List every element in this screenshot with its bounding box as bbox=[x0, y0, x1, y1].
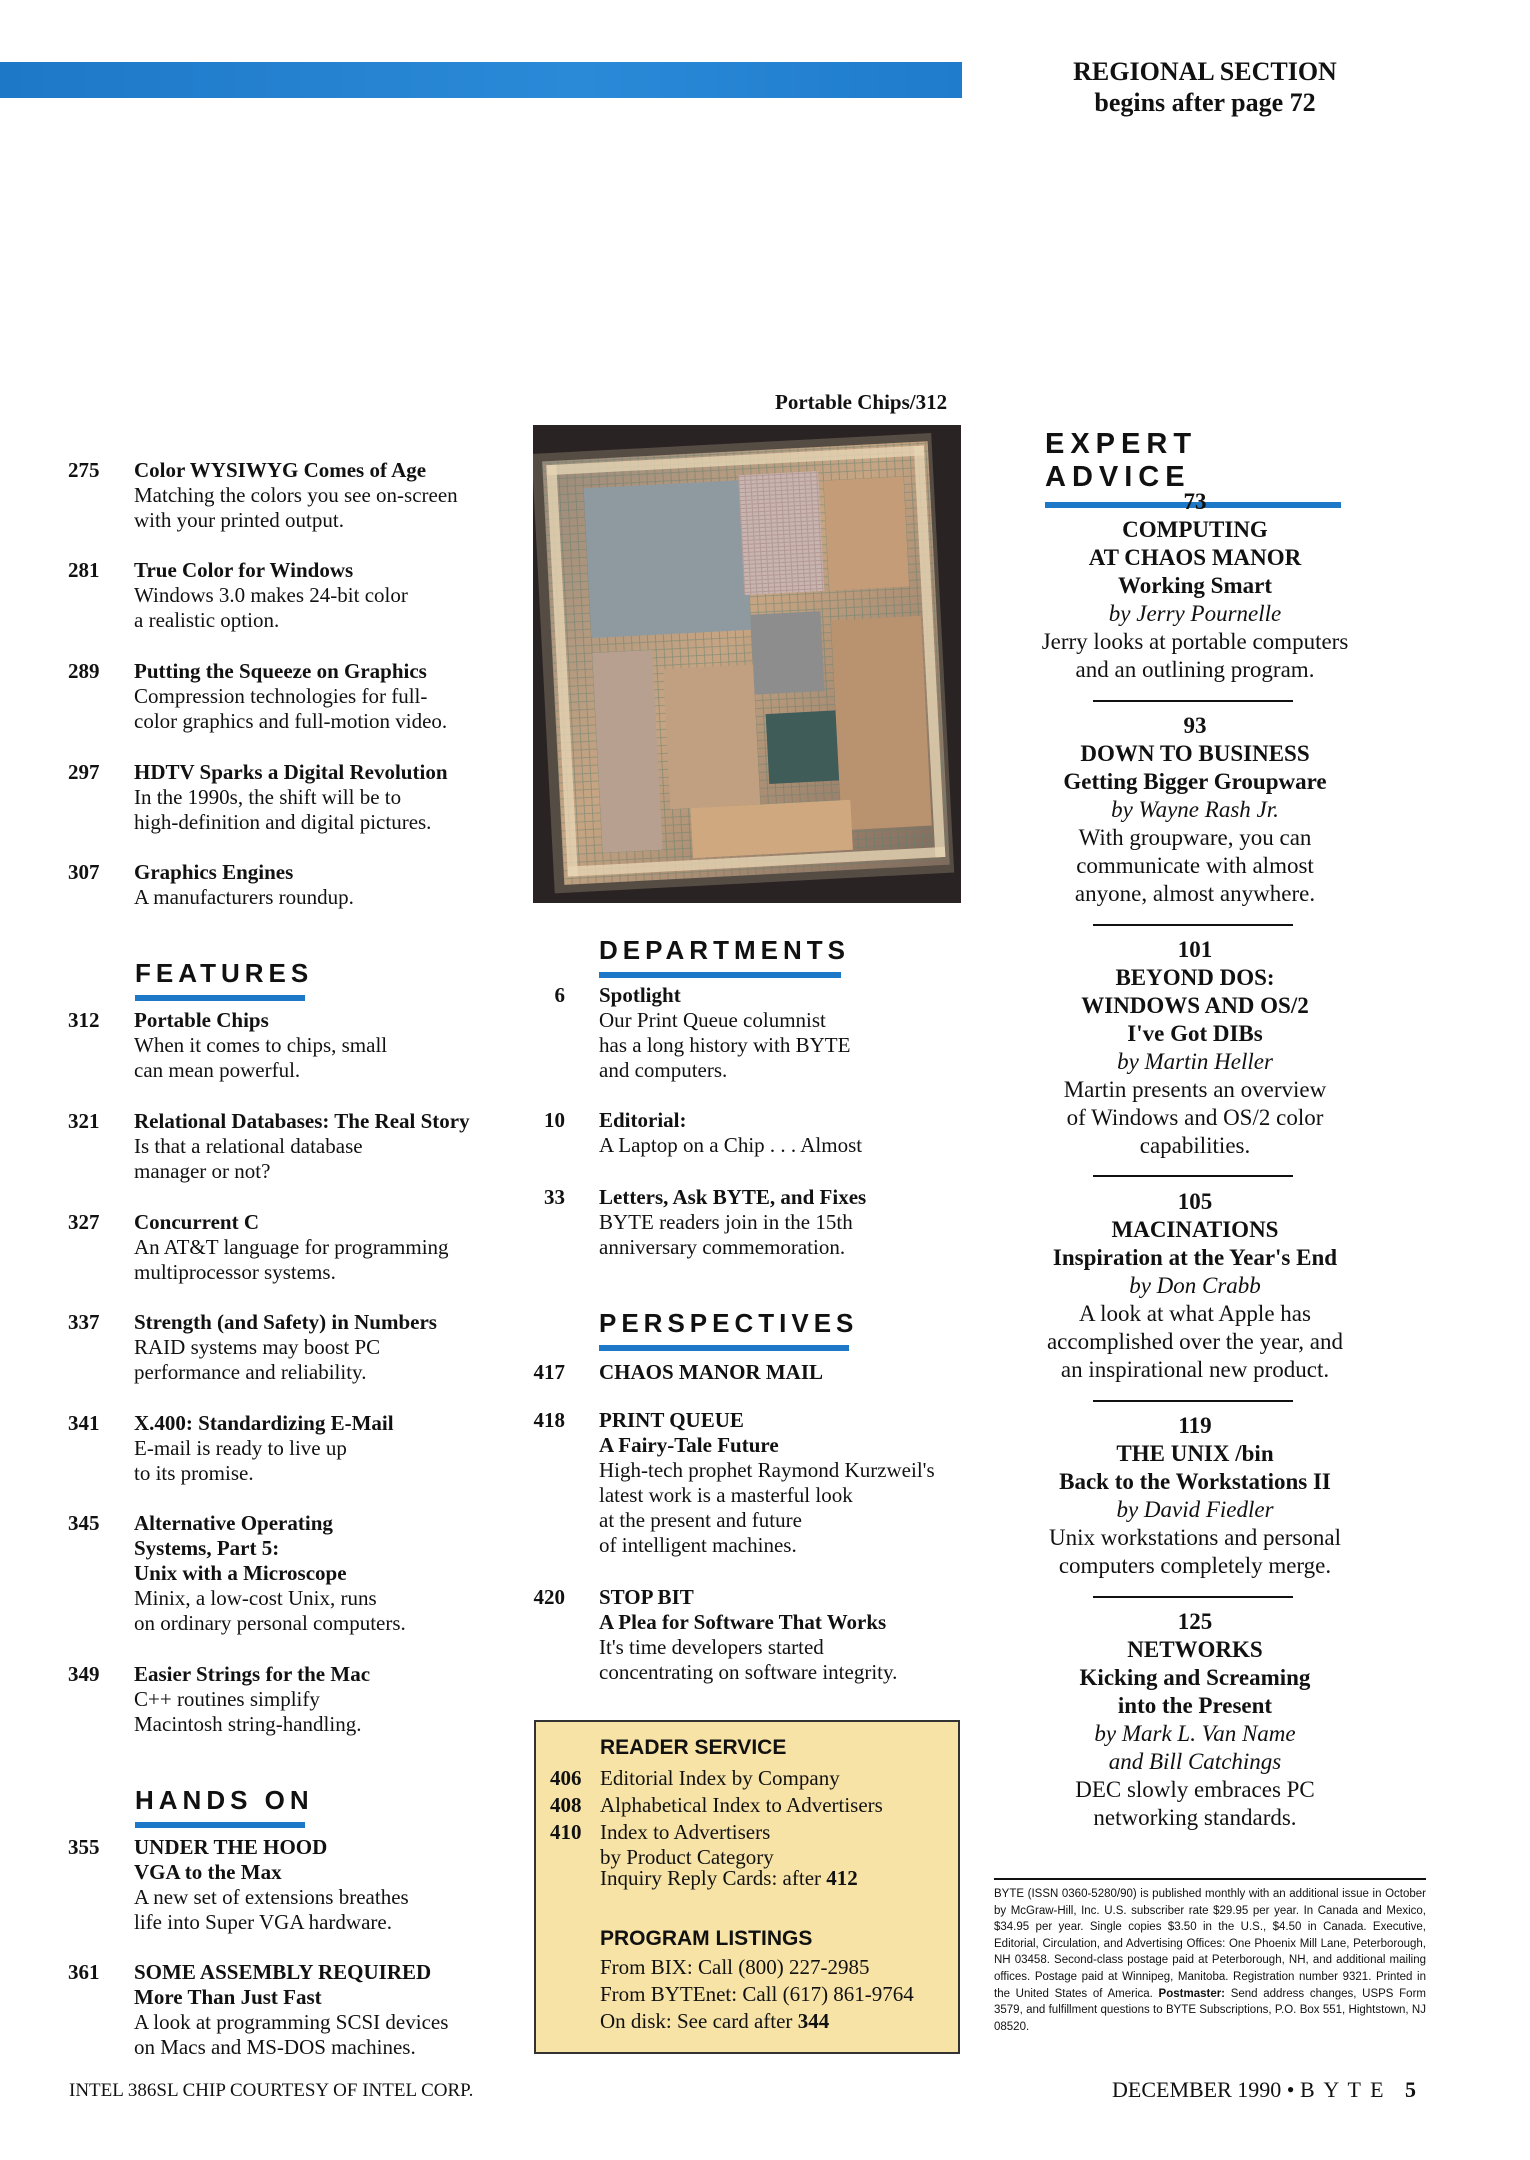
entry-description: A new set of extensions breathes bbox=[134, 1885, 409, 1909]
entry-description: performance and reliability. bbox=[134, 1360, 367, 1384]
departments-heading-rule bbox=[599, 972, 841, 978]
expert-advice-entry bbox=[1010, 1412, 1380, 1580]
expert-page-number: 101 bbox=[1177, 937, 1213, 962]
expert-column-name: MACINATIONS bbox=[1111, 1217, 1279, 1242]
expert-column-name: BEYOND DOS: bbox=[1115, 965, 1275, 990]
expert-page-number: 105 bbox=[1177, 1189, 1213, 1214]
expert-description: A look at what Apple has bbox=[1079, 1301, 1311, 1326]
entry-title: SOME ASSEMBLY REQUIRED bbox=[134, 1960, 432, 1984]
graphics-entry bbox=[68, 760, 508, 835]
entry-description: high-definition and digital pictures. bbox=[134, 810, 432, 834]
entry-title: Portable Chips bbox=[134, 1008, 269, 1032]
entry-title: Spotlight bbox=[599, 983, 681, 1007]
expert-description: of Windows and OS/2 color bbox=[1066, 1105, 1324, 1130]
inquiry-cards bbox=[600, 1866, 858, 1891]
expert-description: capabilities. bbox=[1139, 1133, 1251, 1158]
entry-description: Matching the colors you see on-screen bbox=[134, 483, 458, 507]
chip-photo bbox=[533, 425, 961, 903]
entry-title: Systems, Part 5: bbox=[134, 1536, 280, 1560]
entry-page-number: 417 bbox=[533, 1360, 565, 1384]
entry-description: concentrating on software integrity. bbox=[599, 1660, 898, 1684]
expert-advice-entry bbox=[1010, 712, 1380, 908]
inquiry-label: Inquiry Reply Cards: after bbox=[600, 1866, 827, 1890]
expert-title: Kicking and Screaming bbox=[1079, 1665, 1311, 1690]
expert-title: Back to the Workstations II bbox=[1059, 1469, 1331, 1494]
entry-title: VGA to the Max bbox=[134, 1860, 282, 1884]
expert-separator bbox=[1093, 700, 1293, 702]
feature-entry bbox=[68, 1310, 518, 1385]
chip-die-image bbox=[533, 425, 961, 903]
expert-description: networking standards. bbox=[1093, 1805, 1297, 1830]
expert-author: by Don Crabb bbox=[1129, 1273, 1261, 1298]
feature-entry bbox=[68, 1109, 518, 1184]
footer-magazine: B Y T E bbox=[1300, 2077, 1386, 2102]
expert-separator bbox=[1093, 1175, 1293, 1177]
entry-page-number: 418 bbox=[533, 1408, 565, 1432]
entry-title: A Plea for Software That Works bbox=[599, 1610, 887, 1634]
entry-description: of intelligent machines. bbox=[599, 1533, 797, 1557]
footer-bullet: • bbox=[1286, 2077, 1300, 2102]
expert-column-name: THE UNIX /bin bbox=[1116, 1441, 1274, 1466]
department-entry bbox=[515, 1185, 955, 1260]
expert-separator bbox=[1093, 1400, 1293, 1402]
entry-page-number: 33 bbox=[544, 1185, 565, 1209]
chip-photo-caption: Portable Chips/312 bbox=[775, 390, 948, 414]
expert-description: Martin presents an overview bbox=[1063, 1077, 1327, 1102]
expert-author: by Martin Heller bbox=[1117, 1049, 1273, 1074]
expert-description: DEC slowly embraces PC bbox=[1075, 1777, 1315, 1802]
expert-title: I've Got DIBs bbox=[1127, 1021, 1263, 1046]
program-listings-heading: PROGRAM LISTINGS bbox=[600, 1927, 813, 1950]
expert-description: an inspirational new product. bbox=[1060, 1357, 1330, 1382]
entry-title: STOP BIT bbox=[599, 1585, 694, 1609]
expert-description: communicate with almost bbox=[1076, 853, 1314, 878]
expert-author: by David Fiedler bbox=[1116, 1497, 1274, 1522]
expert-title: Working Smart bbox=[1118, 573, 1272, 598]
expert-page-number: 73 bbox=[1183, 489, 1207, 514]
perspective-entry bbox=[515, 1408, 955, 1558]
reader-service-text: Alphabetical Index to Advertisers bbox=[600, 1793, 883, 1817]
entry-description: In the 1990s, the shift will be to bbox=[134, 785, 402, 809]
entry-title: Strength (and Safety) in Numbers bbox=[134, 1310, 437, 1334]
entry-description: E-mail is ready to live up bbox=[134, 1436, 347, 1460]
expert-description: anyone, almost anywhere. bbox=[1074, 881, 1316, 906]
reader-service-text: Index to Advertisers bbox=[600, 1820, 771, 1844]
expert-separator bbox=[1093, 1596, 1293, 1598]
entry-description: Windows 3.0 makes 24-bit color bbox=[134, 583, 408, 607]
entry-page-number: 355 bbox=[68, 1835, 100, 1859]
features-heading bbox=[135, 958, 313, 1001]
entry-page-number: 275 bbox=[68, 458, 100, 482]
entry-description: multiprocessor systems. bbox=[134, 1260, 336, 1284]
entry-description: An AT&T language for programming bbox=[134, 1235, 449, 1259]
entry-title: UNDER THE HOOD bbox=[134, 1835, 328, 1859]
department-entry bbox=[515, 1108, 955, 1158]
entry-title: True Color for Windows bbox=[134, 558, 354, 582]
entry-description: manager or not? bbox=[134, 1159, 271, 1183]
department-entry bbox=[515, 983, 955, 1083]
entry-page-number: 297 bbox=[68, 760, 100, 784]
expert-column-name: NETWORKS bbox=[1127, 1637, 1263, 1662]
fine-print-postmaster: Postmaster: bbox=[1158, 1987, 1226, 2000]
reader-service-item bbox=[550, 1820, 774, 1870]
expert-title: Inspiration at the Year's End bbox=[1052, 1245, 1338, 1270]
entry-page-number: 307 bbox=[68, 860, 100, 884]
entry-title: Easier Strings for the Mac bbox=[134, 1662, 371, 1686]
feature-entry bbox=[68, 1411, 518, 1486]
entry-description: BYTE readers join in the 15th bbox=[599, 1210, 853, 1234]
reader-service-text: by Product Category bbox=[600, 1845, 774, 1869]
entry-title: PRINT QUEUE bbox=[599, 1408, 744, 1432]
entry-description: Our Print Queue columnist bbox=[599, 1008, 826, 1032]
entry-page-number: 420 bbox=[533, 1585, 565, 1609]
entry-title: Putting the Squeeze on Graphics bbox=[134, 659, 427, 683]
entry-title: Alternative Operating bbox=[134, 1511, 333, 1535]
entry-description: It's time developers started bbox=[599, 1635, 824, 1659]
entry-description: A Laptop on a Chip . . . Almost bbox=[599, 1133, 863, 1157]
entry-page-number: 312 bbox=[68, 1008, 100, 1032]
entry-page-number: 345 bbox=[68, 1511, 100, 1535]
entry-page-number: 289 bbox=[68, 659, 100, 683]
feature-entry bbox=[68, 1511, 518, 1636]
entry-title: Editorial: bbox=[599, 1108, 687, 1132]
program-listings bbox=[600, 1954, 914, 2035]
expert-column-name: DOWN TO BUSINESS bbox=[1080, 741, 1310, 766]
entry-title: HDTV Sparks a Digital Revolution bbox=[134, 760, 448, 784]
reader-service-box bbox=[534, 1720, 960, 2054]
perspectives-heading bbox=[599, 1308, 858, 1351]
entry-title: A Fairy-Tale Future bbox=[599, 1433, 779, 1457]
entry-page-number: 341 bbox=[68, 1411, 100, 1435]
departments-heading bbox=[599, 935, 850, 978]
expert-page-number: 119 bbox=[1178, 1413, 1212, 1438]
graphics-entry bbox=[68, 458, 508, 533]
reader-service-heading: READER SERVICE bbox=[600, 1736, 787, 1759]
graphics-entry bbox=[68, 659, 508, 734]
perspective-entry bbox=[515, 1360, 955, 1385]
features-heading-text: FEATURES bbox=[135, 958, 314, 988]
expert-title: into the Present bbox=[1117, 1693, 1273, 1718]
expert-separator bbox=[1093, 924, 1293, 926]
expert-description: and an outlining program. bbox=[1075, 657, 1315, 682]
expert-description: computers completely merge. bbox=[1058, 1553, 1332, 1578]
bytenet-line: From BYTEnet: Call (617) 861-9764 bbox=[600, 1982, 914, 2006]
expert-author: by Wayne Rash Jr. bbox=[1111, 797, 1279, 822]
feature-entry bbox=[68, 1210, 518, 1285]
entry-description: High-tech prophet Raymond Kurzweil's bbox=[599, 1458, 935, 1482]
entry-description: latest work is a masterful look bbox=[599, 1483, 853, 1507]
expert-description: accomplished over the year, and bbox=[1046, 1329, 1344, 1354]
perspective-entry bbox=[515, 1585, 955, 1685]
regional-line2: begins after page 72 bbox=[1094, 88, 1316, 117]
entry-description: can mean powerful. bbox=[134, 1058, 301, 1082]
entry-page-number: 321 bbox=[68, 1109, 100, 1133]
entry-description: has a long history with BYTE bbox=[599, 1033, 851, 1057]
hands-on-heading-text: HANDS ON bbox=[135, 1785, 314, 1815]
entry-page-number: 281 bbox=[68, 558, 100, 582]
disk-line bbox=[600, 2008, 914, 2035]
expert-advice-entry bbox=[1010, 1608, 1380, 1832]
graphics-entry bbox=[68, 558, 508, 633]
entry-title: X.400: Standardizing E-Mail bbox=[134, 1411, 394, 1435]
feature-entry bbox=[68, 1008, 518, 1083]
entry-title: Letters, Ask BYTE, and Fixes bbox=[599, 1185, 867, 1209]
entry-description: Minix, a low-cost Unix, runs bbox=[134, 1586, 377, 1610]
footer-date: DECEMBER 1990 bbox=[1112, 2077, 1282, 2102]
regional-line1: REGIONAL SECTION bbox=[1073, 57, 1337, 86]
entry-description: anniversary commemoration. bbox=[599, 1235, 846, 1259]
reader-service-text: Editorial Index by Company bbox=[600, 1766, 840, 1790]
header-blue-bar bbox=[0, 62, 962, 98]
fine-print-text: BYTE (ISSN 0360-5280/90) is published monthly with an additional issue in October by McGraw-Hill, Inc. U.S. subscriber rate $29.95 per year. In Canada and Mexico, $34.95 per year. Single copies $3.50 in the U.S., $4.50 in Canada. Executive, Editorial, Circulation, and Advertising Offices: One Phoenix Mill Lane, Peterborough, NH 03458. Second-class postage paid at Peterborough, NH, and additional mailing offices. Postage paid at Winnipeg, Manitoba. Registration number 9321. Printed in the United States of America. bbox=[994, 1888, 1426, 2000]
expert-column-name: WINDOWS AND OS/2 bbox=[1081, 993, 1309, 1018]
entry-description: C++ routines simplify bbox=[134, 1687, 320, 1711]
entry-title: Concurrent C bbox=[134, 1210, 260, 1234]
reader-service-page: 408 bbox=[550, 1793, 582, 1817]
expert-description: Jerry looks at portable computers bbox=[1041, 629, 1349, 654]
entry-description: Is that a relational database bbox=[134, 1134, 363, 1158]
entry-description: Macintosh string-handling. bbox=[134, 1712, 362, 1736]
expert-advice-entry bbox=[1010, 936, 1380, 1160]
entry-description: to its promise. bbox=[134, 1461, 254, 1485]
expert-column-name: COMPUTING bbox=[1122, 517, 1268, 542]
graphics-entry bbox=[68, 860, 508, 910]
entry-description: color graphics and full-motion video. bbox=[134, 709, 448, 733]
entry-title: Color WYSIWYG Comes of Age bbox=[134, 458, 427, 482]
inquiry-page: 412 bbox=[826, 1866, 858, 1890]
entry-description: life into Super VGA hardware. bbox=[134, 1910, 392, 1934]
expert-description: With groupware, you can bbox=[1078, 825, 1312, 850]
fine-print-rule bbox=[994, 1878, 1426, 1880]
feature-entry bbox=[68, 1662, 518, 1737]
features-heading-rule bbox=[135, 995, 305, 1001]
fine-print-text-end: Send address changes, USPS Form 3579, and fulfillment questions to BYTE Subscriptions, P.O. Box 551, Hightstown, NJ 08520. bbox=[994, 1987, 1426, 2033]
reader-service-item bbox=[550, 1766, 840, 1791]
expert-author: and Bill Catchings bbox=[1108, 1749, 1282, 1774]
entry-page-number: 10 bbox=[544, 1108, 565, 1132]
entry-page-number: 361 bbox=[68, 1960, 100, 1984]
disk-page: 344 bbox=[797, 2009, 830, 2033]
expert-page-number: 125 bbox=[1177, 1609, 1213, 1634]
expert-advice-entry bbox=[1010, 488, 1380, 684]
expert-author: by Jerry Pournelle bbox=[1108, 601, 1282, 626]
expert-advice-entry bbox=[1010, 1188, 1380, 1384]
entry-description: A look at programming SCSI devices bbox=[134, 2010, 449, 2034]
entry-page-number: 349 bbox=[68, 1662, 100, 1686]
entry-description: and computers. bbox=[599, 1058, 728, 1082]
entry-page-number: 337 bbox=[68, 1310, 100, 1334]
entry-title: CHAOS MANOR MAIL bbox=[599, 1360, 823, 1384]
hands-on-entry bbox=[68, 1960, 518, 2060]
expert-title: Getting Bigger Groupware bbox=[1063, 769, 1327, 794]
footer-page-number: 5 bbox=[1405, 2077, 1417, 2102]
disk-label: On disk: See card after bbox=[600, 2009, 798, 2033]
expert-advice-title: EXPERT ADVICE bbox=[1045, 428, 1198, 493]
hands-on-entry bbox=[68, 1835, 518, 1935]
bix-line: From BIX: Call (800) 227-2985 bbox=[600, 1955, 870, 1979]
entry-description: with your printed output. bbox=[134, 508, 344, 532]
entry-description: on ordinary personal computers. bbox=[134, 1611, 406, 1635]
entry-title: Relational Databases: The Real Story bbox=[134, 1109, 470, 1133]
entry-title: Unix with a Microscope bbox=[134, 1561, 347, 1585]
entry-description: Compression technologies for full- bbox=[134, 684, 428, 708]
entry-description: at the present and future bbox=[599, 1508, 802, 1532]
entry-title: Graphics Engines bbox=[134, 860, 294, 884]
expert-column-name: AT CHAOS MANOR bbox=[1088, 545, 1302, 570]
entry-description: RAID systems may boost PC bbox=[134, 1335, 381, 1359]
regional-section-note bbox=[1060, 56, 1350, 118]
entry-page-number: 327 bbox=[68, 1210, 100, 1234]
entry-description: a realistic option. bbox=[134, 608, 280, 632]
expert-author: by Mark L. Van Name bbox=[1094, 1721, 1296, 1746]
entry-description: When it comes to chips, small bbox=[134, 1033, 388, 1057]
departments-heading-text: DEPARTMENTS bbox=[599, 935, 850, 965]
reader-service-page: 406 bbox=[550, 1766, 582, 1790]
reader-service-page: 410 bbox=[550, 1820, 582, 1844]
entry-description: on Macs and MS-DOS machines. bbox=[134, 2035, 416, 2059]
page-footer bbox=[1112, 2077, 1416, 2103]
hands-on-heading-rule bbox=[135, 1822, 305, 1828]
photo-credit: INTEL 386SL CHIP COURTESY OF INTEL CORP. bbox=[69, 2080, 474, 2101]
publication-fine-print bbox=[994, 1886, 1426, 2035]
hands-on-heading bbox=[135, 1785, 314, 1828]
entry-description: A manufacturers roundup. bbox=[134, 885, 354, 909]
reader-service-item bbox=[550, 1793, 883, 1818]
entry-page-number: 6 bbox=[554, 983, 565, 1007]
perspectives-heading-text: PERSPECTIVES bbox=[599, 1308, 859, 1338]
perspectives-heading-rule bbox=[599, 1345, 849, 1351]
entry-title: More Than Just Fast bbox=[134, 1985, 322, 2009]
expert-page-number: 93 bbox=[1183, 713, 1207, 738]
expert-description: Unix workstations and personal bbox=[1049, 1525, 1341, 1550]
